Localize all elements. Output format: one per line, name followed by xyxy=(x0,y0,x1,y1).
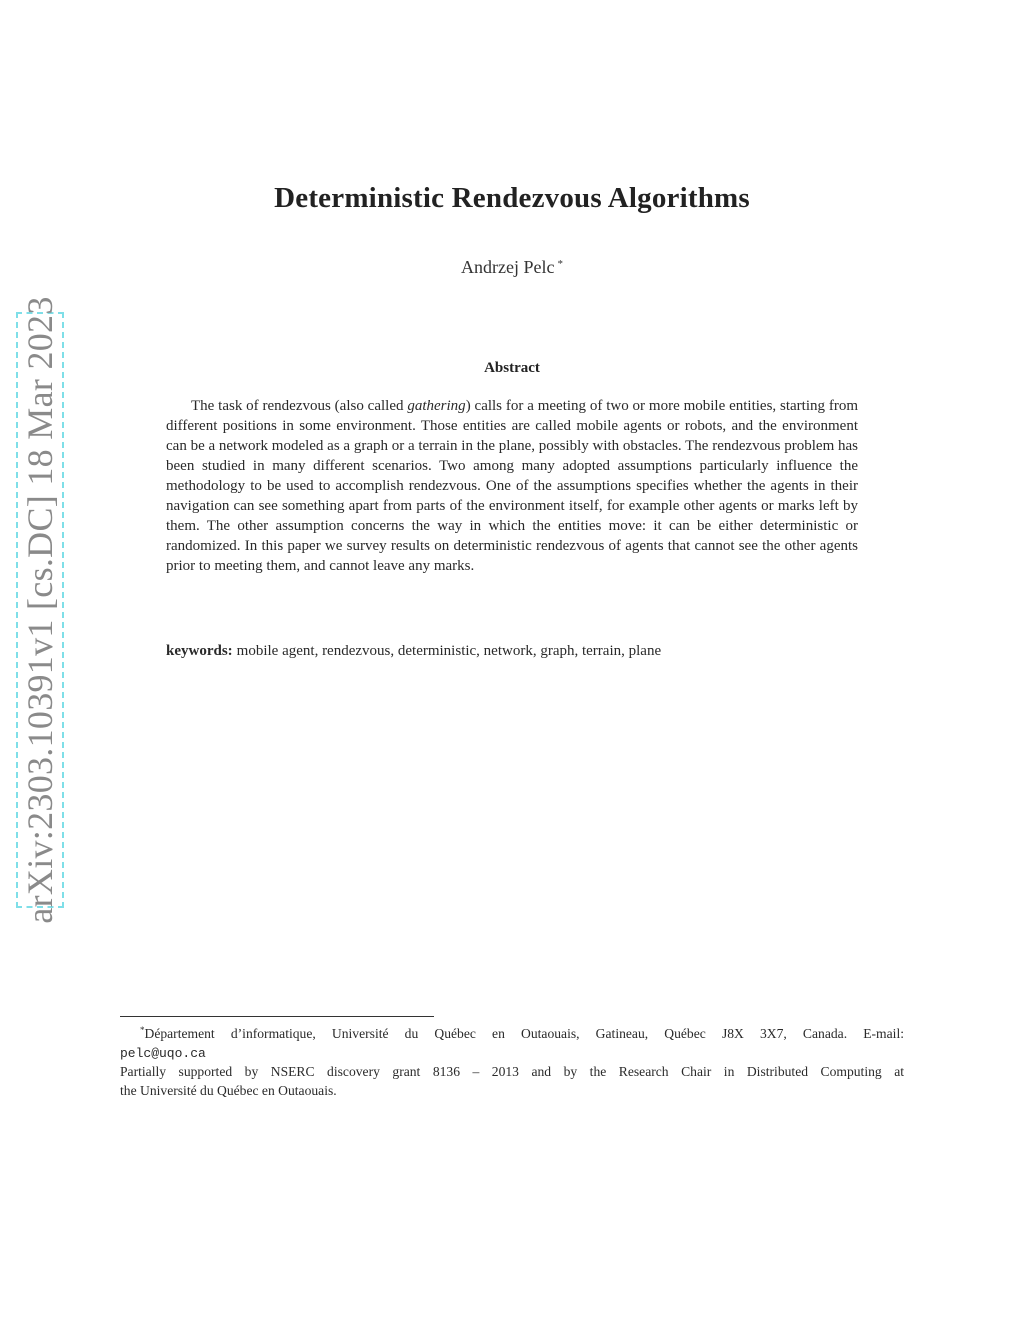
abstract-text-start: The task of rendezvous (also called xyxy=(191,398,408,414)
author-line xyxy=(0,257,1024,278)
abstract-text-rest: ) calls for a meeting of two or more mobile entities, starting from different positions in some environment. Those entities are called mobile agents or robots, and the environment can be a network modeled as a graph or a terrain in the plane, possibly with obstacles. The rendezvous problem has been studied in many different scenarios. Two among many adopted assumptions particularly influence the methodology to be used to accomplish rendezvous. One of the assumptions specifies whether the agents in their navigation can see something apart from parts of the environment itself, for example other agents or marks left by them. The other assumption concerns the way in which the entities move: it can be either deterministic or randomized. In this paper we survey results on deterministic rendezvous of agents that cannot see the other agents prior to meeting them, and cannot leave any marks. xyxy=(166,398,859,574)
abstract-italic-term: gathering xyxy=(407,398,466,414)
author-name: Andrzej Pelc xyxy=(461,257,555,277)
footnotes xyxy=(120,1021,904,1100)
footnote-affiliation-line xyxy=(120,1021,904,1044)
abstract-heading: Abstract xyxy=(484,360,540,376)
author-footnote-mark: * xyxy=(557,258,563,270)
footnote-support-line-1: Partially supported by NSERC discovery grant 8136 – 2013 and by the Research Chair in Distributed Computing at xyxy=(120,1064,904,1079)
footnote-rule xyxy=(120,1016,434,1017)
abstract-body xyxy=(166,396,858,576)
keywords-text: mobile agent, rendezvous, deterministic, network, graph, terrain, plane xyxy=(236,643,662,659)
footnote-affiliation: Département d’informatique, Université du Québec en Outaouais, Gatineau, Québec J8X 3X7, Canada. E-mail: xyxy=(144,1026,904,1041)
paper-title: Deterministic Rendezvous Algorithms xyxy=(274,182,750,214)
keywords-label: keywords: xyxy=(166,643,233,659)
footnote-mark: * xyxy=(140,1025,145,1035)
footnote-email-line xyxy=(120,1044,904,1064)
footnote-support-line-2: the Université du Québec en Outaouais. xyxy=(120,1082,337,1098)
keywords-line xyxy=(166,641,858,661)
arxiv-stamp xyxy=(16,296,64,924)
author-email: pelc@uqo.ca xyxy=(120,1045,206,1061)
arxiv-identifier: arXiv:2303.10391v1 [cs.DC] 18 Mar 2023 xyxy=(20,296,60,924)
